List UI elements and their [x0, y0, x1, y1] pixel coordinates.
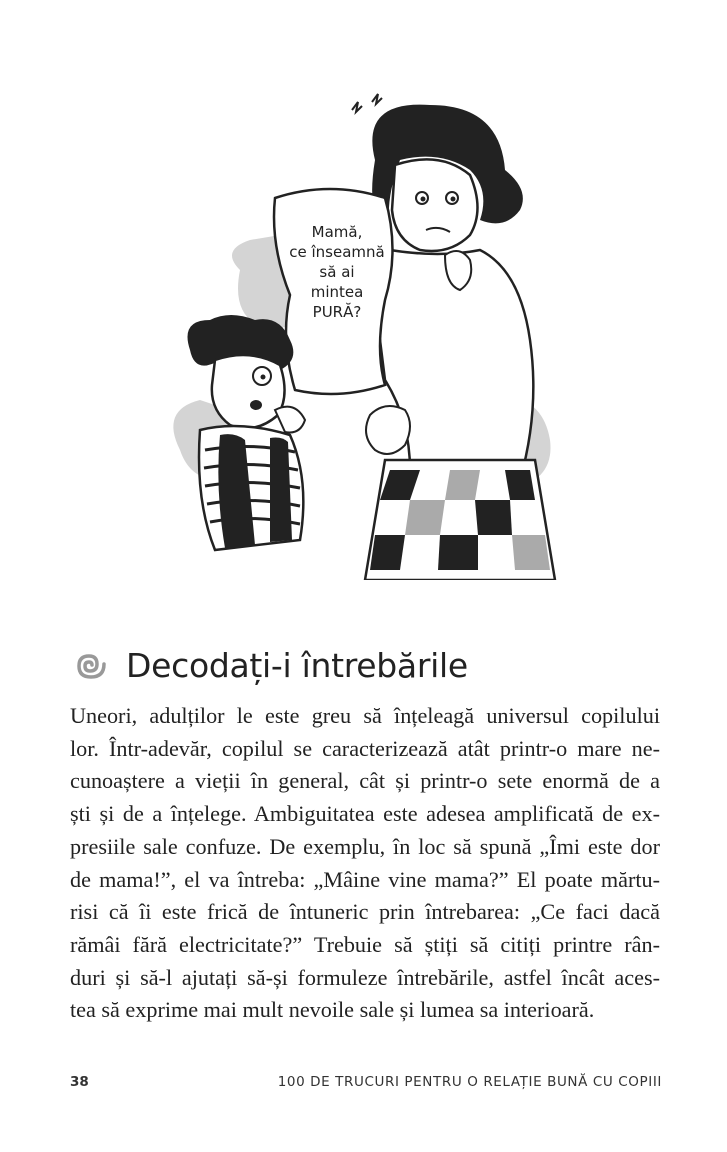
page-footer [70, 1074, 662, 1094]
speech-line: Mamă, [311, 223, 363, 241]
text-line: ști și de a înțelege. Ambiguitatea este adesea amplificată de ex- [70, 801, 660, 827]
text-line: cunoaștere a vieții în general, cât și printr-o sete enormă de a [70, 768, 660, 794]
text-line: duri și să-l ajutați să-și formuleze întrebările, astfel încât aces- [70, 964, 660, 990]
stress-mark [372, 94, 382, 104]
section-heading [70, 640, 468, 690]
speech-bubble-text [282, 222, 392, 322]
child-mouth [250, 400, 262, 410]
speech-line: PURĂ? [312, 303, 362, 321]
child-hand [275, 407, 305, 433]
text-line: risi că îi este frică de întuneric prin întrebarea: „Ce faci dacă [70, 899, 660, 925]
cartoon-illustration [160, 80, 560, 580]
text-line: presiile sale confuze. De exemplu, în loc să spună „Îmi este dor [70, 833, 660, 859]
section-title: Decodați-i întrebările [126, 645, 468, 685]
text-line: rămâi fără electricitate?” Trebuie să știți să citiți printre rân- [70, 931, 660, 957]
text-line: de mama!”, el va întreba: „Mâine vine mama?” El poate mărtu- [70, 866, 660, 892]
speech-line: ce înseamnă [289, 243, 385, 261]
spiral-icon [70, 645, 110, 685]
speech-line: mintea [310, 283, 364, 301]
body-paragraph [70, 700, 660, 1027]
page-number: 38 [70, 1074, 89, 1090]
speech-line: să ai [319, 263, 355, 281]
text-line: Uneori, adulților le este greu să înțeleagă universul copilului [70, 703, 660, 728]
checkered-skirt [365, 460, 555, 580]
mother-face [392, 159, 478, 251]
stress-mark [352, 102, 362, 112]
running-title: 100 DE TRUCURI PENTRU O RELAȚIE BUNĂ CU COPIII [277, 1074, 662, 1090]
child-face [212, 355, 285, 428]
text-line: lor. Într-adevăr, copilul se caracterizează atât printr-o mare ne- [70, 735, 660, 761]
text-line: tea să exprime mai mult nevoile sale și lumea sa interioară. [70, 997, 595, 1023]
mother-open-hand [366, 406, 410, 454]
